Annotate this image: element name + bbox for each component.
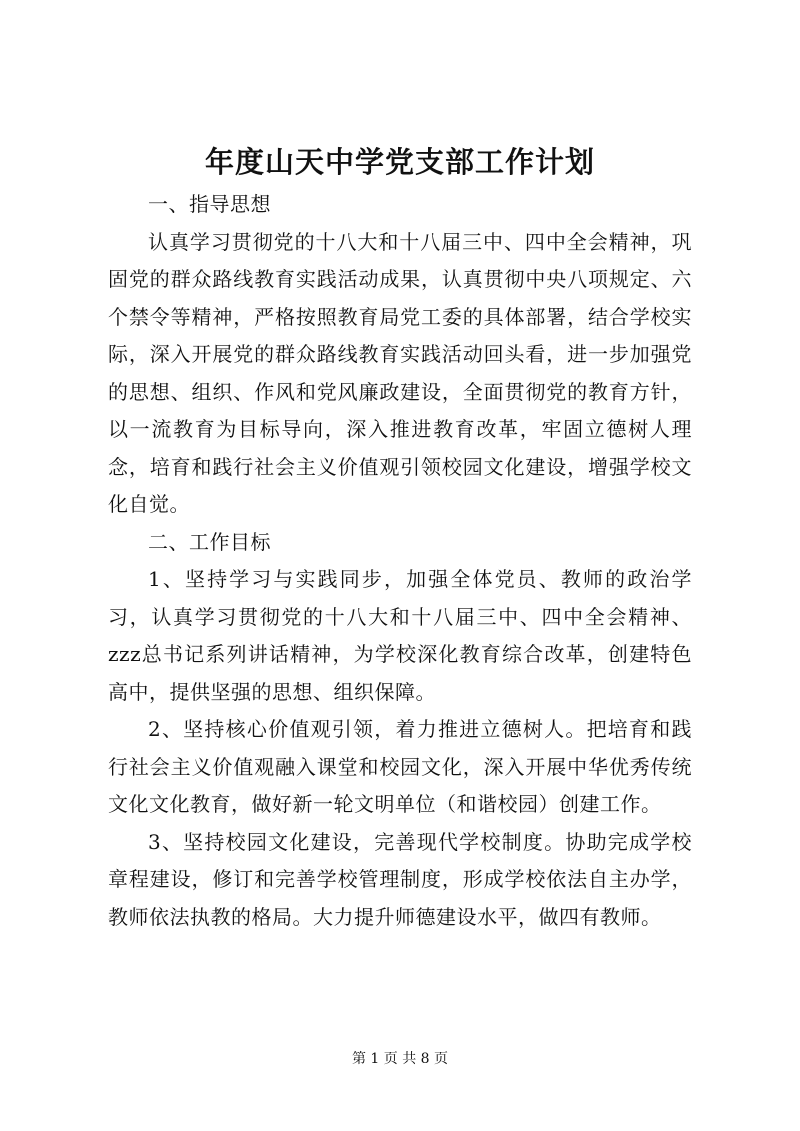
paragraph: 3、坚持校园文化建设，完善现代学校制度。协助完成学校章程建设，修订和完善学校管理制度，形成学校依法自主办学，教师依法执教的格局。大力提升师德建设水平，做四有教师。 — [108, 829, 692, 929]
document-title: 年度山天中学党支部工作计划 — [204, 145, 595, 179]
page-footer: 第 1 页 共 8 页 — [351, 1051, 449, 1067]
paragraph: 2、坚持核心价值观引领，着力推进立德树人。把培育和践行社会主义价值观融入课堂和校园文化，深入开展中华优秀传统文化文化教育，做好新一轮文明单位（和谐校园）创建工作。 — [108, 717, 692, 816]
section-heading: 二、工作目标 — [148, 529, 271, 554]
paragraph: 1、坚持学习与实践同步，加强全体党员、教师的政治学习，认真学习贯彻党的十八大和十八届三中、四中全会精神、zzz总书记系列讲话精神，为学校深化教育综合改革，创建特色高中，提供坚强的思想、组织保障。 — [108, 567, 692, 704]
document-body — [108, 186, 692, 936]
section-heading: 一、指导思想 — [148, 192, 271, 216]
paragraph: 认真学习贯彻党的十八大和十八届三中、四中全会精神，巩固党的群众路线教育实践活动成果，认真贯彻中央八项规定、六个禁令等精神，严格按照教育局党工委的具体部署，结合学校实际，深入开展党的群众路线教育实践活动回头看，进一步加强党的思想、组织、作风和党风廉政建设，全面贯彻党的教育方针，以一流教育为目标导向，深入推进教育改革，牢固立德树人理念，培育和践行社会主义价值观引领校园文化建设，增强学校文化自觉。 — [108, 229, 692, 516]
